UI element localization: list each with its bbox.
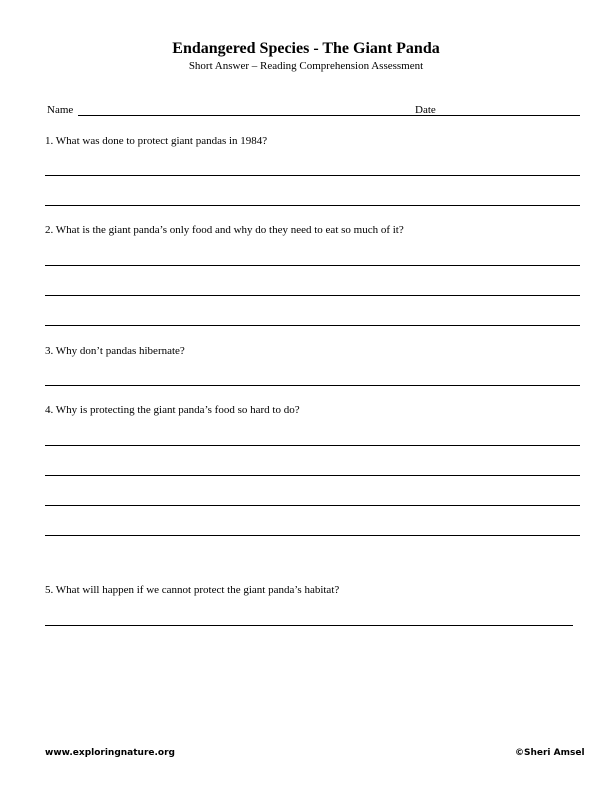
answer-line-q1-1[interactable] [45,175,580,176]
question-2: 2. What is the giant panda’s only food and why do they need to eat so much of it? [45,224,404,236]
answer-line-q4-1[interactable] [45,445,580,446]
name-field[interactable] [78,115,456,116]
name-label: Name [47,104,74,116]
answer-line-q4-4[interactable] [45,535,580,536]
answer-line-q2-2[interactable] [45,295,580,296]
question-5: 5. What will happen if we cannot protect the giant panda’s habitat? [45,584,340,596]
page-title: Endangered Species - The Giant Panda [172,40,440,57]
footer-copyright: ©Sheri Amsel [515,748,585,758]
answer-line-q4-2[interactable] [45,475,580,476]
name-date-row [47,103,580,119]
answer-line-q3-1[interactable] [45,385,580,386]
answer-line-q2-1[interactable] [45,265,580,266]
answer-line-q4-3[interactable] [45,505,580,506]
page-subtitle: Short Answer – Reading Comprehension Assessment [188,60,424,72]
answer-line-q5-1[interactable] [45,625,573,626]
question-3: 3. Why don’t pandas hibernate? [45,345,185,357]
question-1: 1. What was done to protect giant pandas in 1984? [45,135,268,147]
date-field[interactable] [440,115,580,116]
date-label: Date [415,104,436,116]
answer-line-q1-2[interactable] [45,205,580,206]
question-4: 4. Why is protecting the giant panda’s food so hard to do? [45,404,300,416]
answer-line-q2-3[interactable] [45,325,580,326]
footer-website: www.exploringnature.org [45,748,175,758]
